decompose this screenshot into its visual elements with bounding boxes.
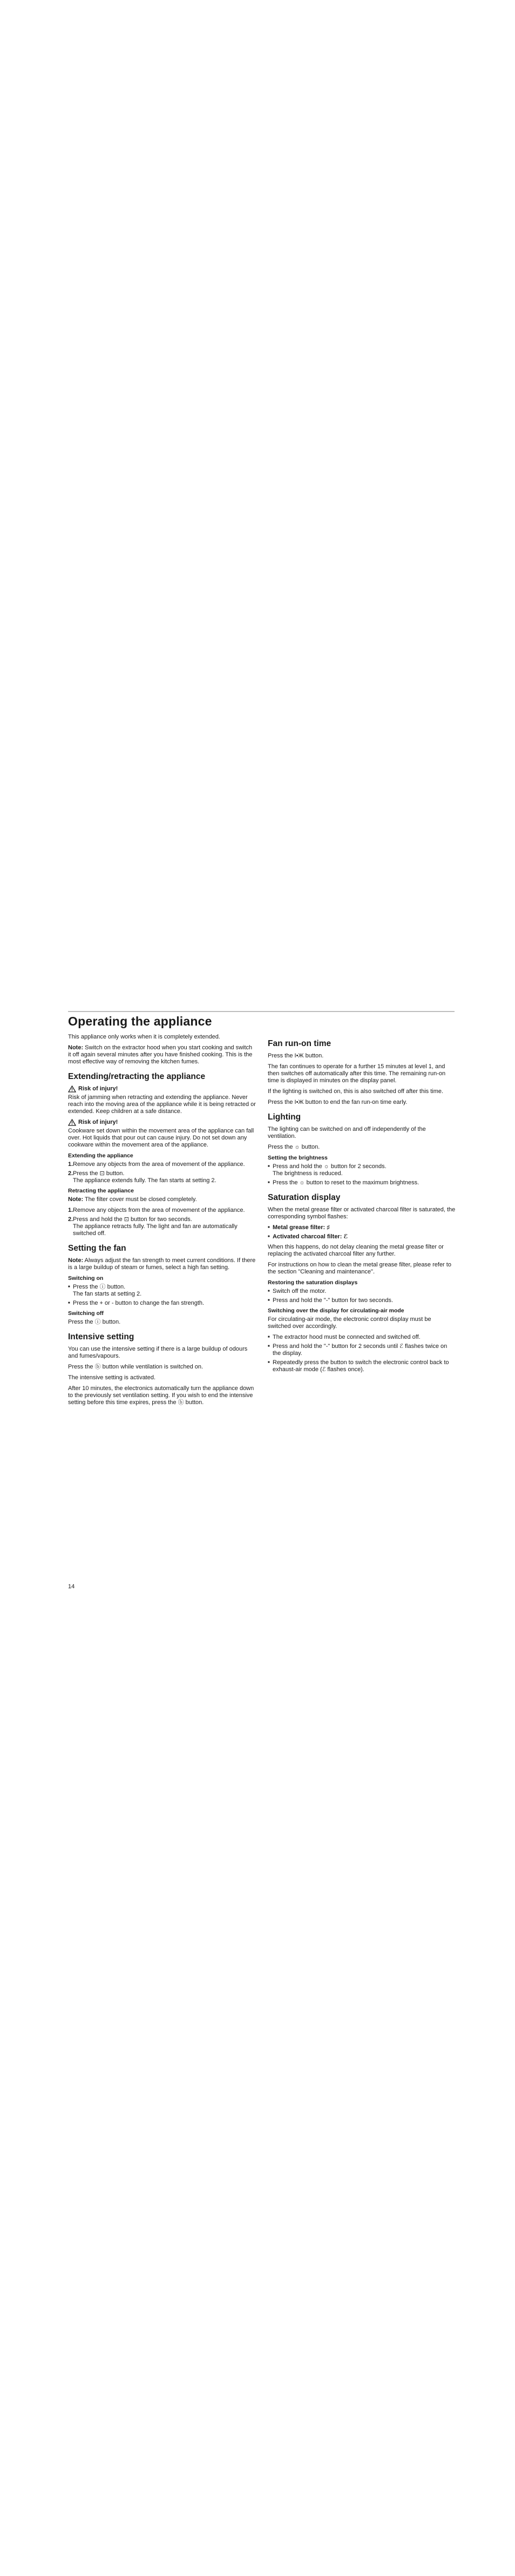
runon-text: If the lighting is switched on, this is also switched off after this time. xyxy=(268,1088,444,1095)
left-column xyxy=(68,1034,256,1410)
lighting-text: Press the ☼ button. xyxy=(268,1144,320,1150)
subheading-retracting: Retracting the appliance xyxy=(68,1188,134,1194)
section-heading-fan: Setting the fan xyxy=(68,1244,126,1253)
list-item: ■ Press the ☼ button to reset to the maximum brightness. xyxy=(268,1179,456,1186)
saturation-text: For instructions on how to clean the metal grease filter, please refer to the section "Cleaning and maintenance". xyxy=(268,1262,451,1275)
subheading-brightness: Setting the brightness xyxy=(268,1155,328,1161)
runon-text: Press the I•Ж button to end the fan run-on time early. xyxy=(268,1099,408,1105)
list-item: ■ Press and hold the "-" button for 2 seconds until ℰ flashes twice on the display. xyxy=(268,1343,456,1357)
section-heading-intensive: Intensive setting xyxy=(68,1332,134,1341)
subheading-extending: Extending the appliance xyxy=(68,1152,133,1159)
switching-off-text: Press the ⓘ button. xyxy=(68,1319,121,1325)
list-filters xyxy=(268,1224,456,1240)
subheading-restoring: Restoring the saturation displays xyxy=(268,1279,358,1286)
intro-text: This appliance only works when it is completely extended. xyxy=(68,1034,220,1040)
saturation-text: When this happens, do not delay cleaning the metal grease filter or replacing the activated charcoal filter any further. xyxy=(268,1244,444,1257)
lighting-text: The lighting can be switched on and off independently of the ventilation. xyxy=(268,1126,426,1139)
list-brightness xyxy=(268,1163,456,1186)
fan-note: Note: Always adjust the fan strength to meet current conditions. If there is a large buildup of steam or fumes, select a high fan setting. xyxy=(68,1257,256,1271)
warning-heading: Risk of injury! xyxy=(68,1085,256,1093)
subheading-switching-on: Switching on xyxy=(68,1275,104,1282)
intensive-text: You can use the intensive setting if there is a large buildup of odours and fumes/vapours. xyxy=(68,1346,248,1359)
subheading-switching-off: Switching off xyxy=(68,1310,104,1317)
warning-text: Risk of jamming when retracting and extending the appliance. Never reach into the moving area of the appliance while it is being retracted or extended. Keep children at a safe distance. xyxy=(68,1094,256,1115)
section-heading-saturation: Saturation display xyxy=(268,1193,341,1202)
page-number: 14 xyxy=(68,1583,75,1590)
list-item: 1. Remove any objects from the area of movement of the appliance. xyxy=(68,1207,245,1213)
list-item: ■ Press the + or - button to change the fan strength. xyxy=(68,1300,256,1307)
list-item: ■ Metal grease filter: ♯ xyxy=(268,1224,456,1231)
list-switching-on xyxy=(68,1284,256,1307)
list-item: ■ Activated charcoal filter: ℰ xyxy=(268,1233,456,1240)
warning-heading: Risk of injury! xyxy=(68,1119,256,1126)
list-item: ■ Repeatedly press the button to switch the electronic control back to exhaust-air mode (ℰ flashes once). xyxy=(268,1359,456,1373)
circulating-text: For circulating-air mode, the electronic control display must be switched over accordingly. xyxy=(268,1316,431,1330)
section-heading-lighting: Lighting xyxy=(268,1112,301,1122)
section-heading-extending: Extending/retracting the appliance xyxy=(68,1072,206,1081)
intensive-text: After 10 minutes, the electronics automatically turn the appliance down to the previously set ventilation setting. If you wish to end the intensive setting before this time expires, press the ⓑ button. xyxy=(68,1385,254,1406)
list-circulating xyxy=(268,1334,456,1373)
list-item: ■ Press and hold the ☼ button for 2 seconds. The brightness is reduced. xyxy=(268,1163,456,1177)
saturation-text: When the metal grease filter or activated charcoal filter is saturated, the corresponding symbol flashes: xyxy=(268,1206,456,1220)
intro-note: Note: Switch on the extractor hood when you start cooking and switch it off again several minutes after you have finished cooking. This is the most effective way of removing the kitchen fumes. xyxy=(68,1044,253,1065)
header-rule xyxy=(68,1011,455,1012)
list-item: ■ The extractor hood must be connected and switched off. xyxy=(268,1334,456,1341)
runon-text: Press the I•Ж button. xyxy=(268,1053,324,1059)
list-restoring xyxy=(268,1288,456,1304)
subheading-circulating: Switching over the display for circulating-air mode xyxy=(268,1307,404,1314)
list-item: ■ Press the ⓘ button. The fan starts at setting 2. xyxy=(68,1284,256,1298)
warning-triangle-icon xyxy=(68,1119,76,1126)
list-item: ■ Press and hold the "-" button for two seconds. xyxy=(268,1297,456,1304)
retract-note: Note: The filter cover must be closed completely. xyxy=(68,1196,197,1203)
page-title: Operating the appliance xyxy=(68,1014,212,1028)
list-item: ■ Switch off the motor. xyxy=(268,1288,456,1295)
section-heading-runon: Fan run-on time xyxy=(268,1039,331,1048)
warning-text: Cookware set down within the movement area of the appliance can fall over. Hot liquids that pour out can cause injury. Do not set down any cookware within the movement area of the appliance. xyxy=(68,1128,254,1148)
intensive-text: The intensive setting is activated. xyxy=(68,1374,156,1381)
right-column xyxy=(268,1039,456,1377)
warning-triangle-icon xyxy=(68,1085,76,1093)
list-item: 1. Remove any objects from the area of movement of the appliance. xyxy=(68,1161,245,1168)
steps-extending xyxy=(68,1161,256,1184)
intensive-text: Press the ⓑ button while ventilation is switched on. xyxy=(68,1364,204,1370)
steps-retracting xyxy=(68,1207,256,1237)
runon-text: The fan continues to operate for a further 15 minutes at level 1, and then switches off automatically after this time. The remaining run-on time is displayed in minutes on the display panel. xyxy=(268,1063,446,1084)
list-item: 2. Press and hold the ⊡ button for two seconds. The appliance retracts fully. The light and fan are automatically switched off. xyxy=(68,1216,238,1237)
list-item: 2. Press the ⊡ button. The appliance extends fully. The fan starts at setting 2. xyxy=(68,1170,216,1184)
